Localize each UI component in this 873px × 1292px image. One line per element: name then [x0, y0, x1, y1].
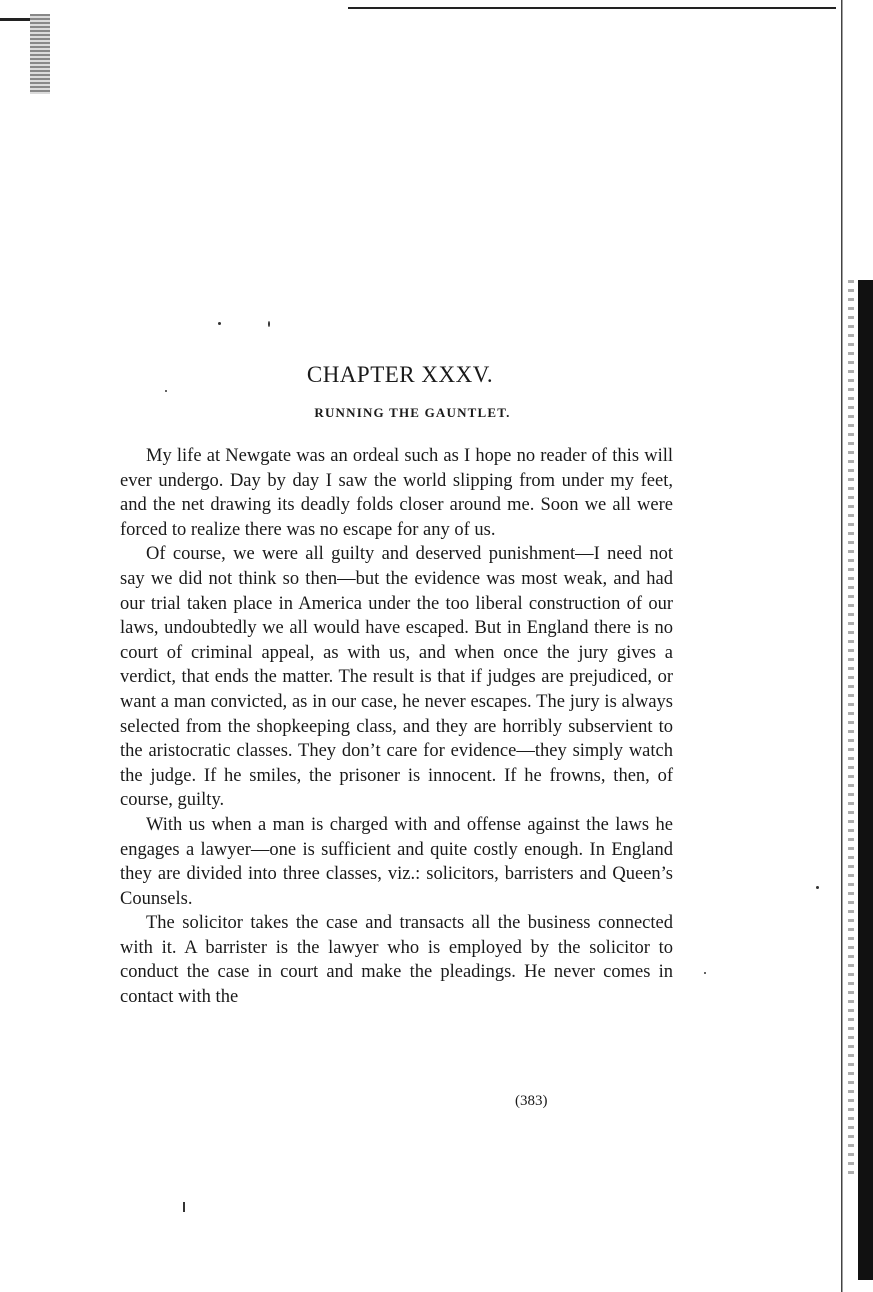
paragraph: Of course, we were all guilty and deserved punishment—I need not say we did not think so then—but the evidence was most weak, and had our trial taken place in America under the too liberal construction of our laws, undoubtedly we all would have escaped. But in England there is no court of criminal appeal, as with us, and when once the jury gives a verdict, that ends the matter. The result is that if judges are prejudiced, or want a man convicted, as in our case, he never escapes. The jury is always selected from the shopkeeping class, and they are horribly subservient to the aristocratic classes. They don’t care for evidence—they simply watch the judge. If he smiles, the prisoner is innocent. If he frowns, then, of course, guilty.	[120, 544, 673, 811]
paragraph: The solicitor takes the case and transacts all the business connected with it. A barrister is the lawyer who is employed by the solicitor to conduct the case in court and make the pleadings. He never comes in contact with the	[120, 913, 673, 1008]
scan-right-edge-dots	[848, 280, 854, 1180]
scan-left-binding	[30, 14, 50, 94]
chapter-subtitle: RUNNING THE GAUNTLET.	[314, 405, 511, 420]
scan-speck	[165, 390, 167, 392]
scan-right-binding	[858, 280, 873, 1280]
scan-speck	[268, 321, 270, 327]
paragraph: My life at Newgate was an ordeal such as I hope no reader of this will ever undergo. Day by day I saw the world slipping from under my feet, and the net drawing its deadly folds closer around me. Soon we all were forced to realize there was no escape for any of us.	[120, 446, 673, 540]
scan-right-edge	[838, 0, 848, 1292]
scan-top-rule	[348, 7, 836, 9]
scan-speck	[704, 972, 706, 974]
paragraph: With us when a man is charged with and offense against the laws he engages a lawyer—one is sufficient and quite costly enough. In England they are divided into three classes, viz.: solicitors, barristers and Queen’s Counsels.	[120, 814, 673, 909]
page-number: (383)	[515, 1093, 548, 1109]
scan-left-tick	[0, 18, 30, 21]
scan-speck	[816, 886, 819, 889]
chapter-title: CHAPTER XXXV.	[306, 362, 494, 387]
body-text	[120, 444, 673, 1010]
scan-speck	[183, 1202, 185, 1212]
scan-speck	[218, 322, 221, 325]
